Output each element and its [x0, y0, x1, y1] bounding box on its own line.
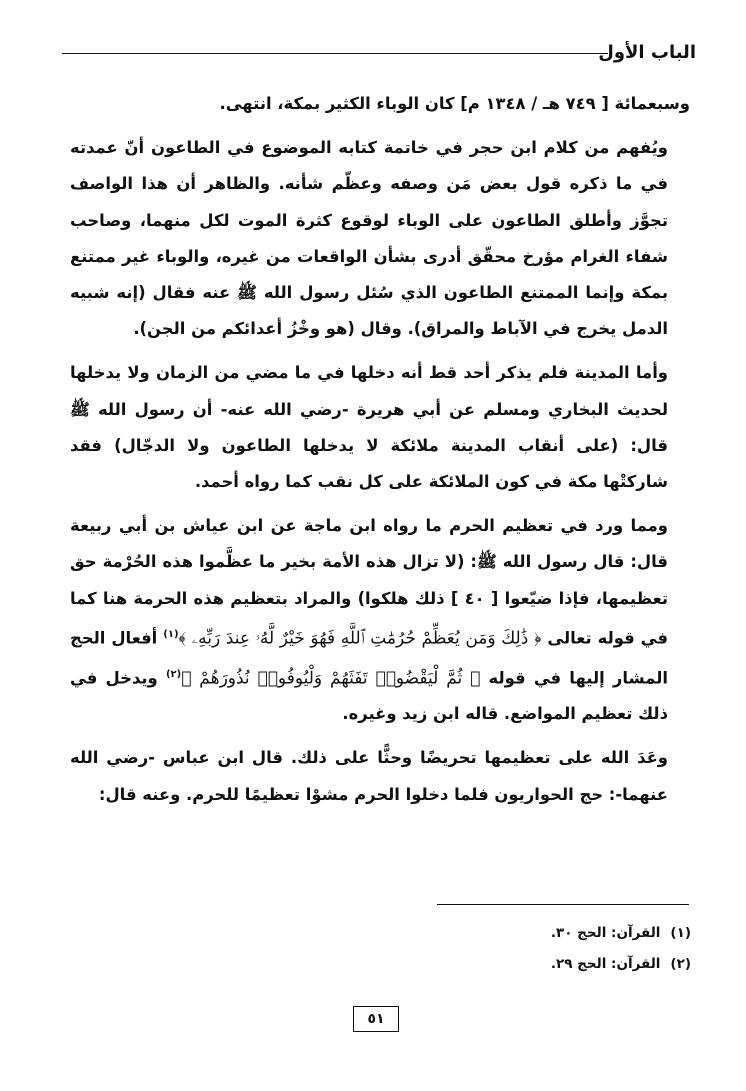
- footnote-mark-1: (١): [163, 628, 179, 640]
- chapter-title: الباب الأول: [598, 42, 696, 63]
- paragraph-3: وأما المدينة فلم يذكر أحد قط أنه دخلها في ما مضي من الزمان ولا يدخلها لحديث البخاري ومسلم عن أبي هريرة -رضي الله عنه- أن رسول الله ﷺ قال: (على أنقاب المدينة ملائكة لا يدخلها الطاعون ولا الدجّال) فقد شاركتْها مكة في كون الملائكة على كل نقب كما رواه أحمد.: [70, 363, 668, 492]
- verse-1-prefix: تعالى: [547, 628, 592, 648]
- footnote-separator: [437, 904, 689, 905]
- page-number: ٥١: [353, 1006, 399, 1032]
- verse-1-suffix: أفعال الحج المشار إليها في قوله: [70, 628, 668, 687]
- quran-verse-2: ﴿ ثُمَّ لْيَقْضُوا۟ تَفَثَهُمْ وَلْيُوفُوا۟ نُذُورَهُمْ ﴾: [181, 667, 481, 688]
- quran-verse-1: ﴿ ذَٰلِكَ وَمَن يُعَظِّمْ حُرُمَٰتِ ٱللَّهِ فَهُوَ خَيْرٌ لَّهُۥ عِندَ رَبِّهِۦ ﴾: [178, 628, 542, 649]
- footnote-2: [391, 949, 691, 980]
- footnote-2-text: القرآن: الحج ٢٩.: [550, 956, 661, 972]
- footnote-1-number: (١): [670, 925, 691, 941]
- paragraph-1: وسبعمائة [ ٧٤٩ هـ / ١٣٤٨ م] كان الوباء الكثير بمكة، انتهى.: [219, 94, 690, 113]
- paragraph-4: [70, 508, 690, 732]
- paragraph-5: وعَدَ الله على تعظيمها تحريضًا وحثًّا على ذلك. قال ابن عباس -رضي الله عنهما-: حج الحواريون فلما دخلوا الحرم مشوْا تعظيمًا للحرم. وعنه قال:: [70, 748, 668, 804]
- verse-2-suffix: ويدخل في ذلك تعظيم المواضع. قاله ابن زيد وغيره.: [70, 667, 668, 724]
- footnote-mark-2: (٢): [165, 668, 182, 680]
- body-text: [70, 86, 690, 813]
- running-header: [62, 38, 696, 72]
- footnote-1: [391, 918, 691, 949]
- footnote-1-text: القرآن: الحج ٣٠.: [550, 925, 661, 941]
- header-rule: [62, 53, 608, 54]
- footnotes: [391, 918, 691, 980]
- footnote-2-number: (٢): [670, 956, 691, 972]
- paragraph-2: ويُفهم من كلام ابن حجر في خاتمة كتابه الموضوع في الطاعون أنّ عمدته في ما ذكره قول بعض مَن وصفه وعظّم شأنه. والظاهر أن هذا الواصف تجوَّز وأطلق الطاعون على الوباء لوقوع كثرة الموت لكل منهما، وصاحب شفاء الغرام مؤرخ محقّق أدرى بشأن الواقعات من غيره، والوباء غير ممتنع بمكة وإنما الممتنع الطاعون الذي سُئل رسول الله ﷺ عنه فقال (إنه شبيه الدمل يخرج في الآباط والمراق). وقال (هو وخْزُ أعدائكم من الجن).: [70, 138, 668, 339]
- paragraph-4-text: ومما ورد في تعظيم الحرم ما رواه ابن ماجة عن ابن عياش بن أبي ربيعة قال: قال رسول الله ﷺ: (لا تزال هذه الأمة بخير ما عظَّموا هذه الحُرْمة حق تعظيمها، فإذا ضيّعوا [ ٤٠ ] ذلك هلكوا) والمراد بتعظيم هذه الحرمة هنا كما في قوله: [70, 516, 668, 648]
